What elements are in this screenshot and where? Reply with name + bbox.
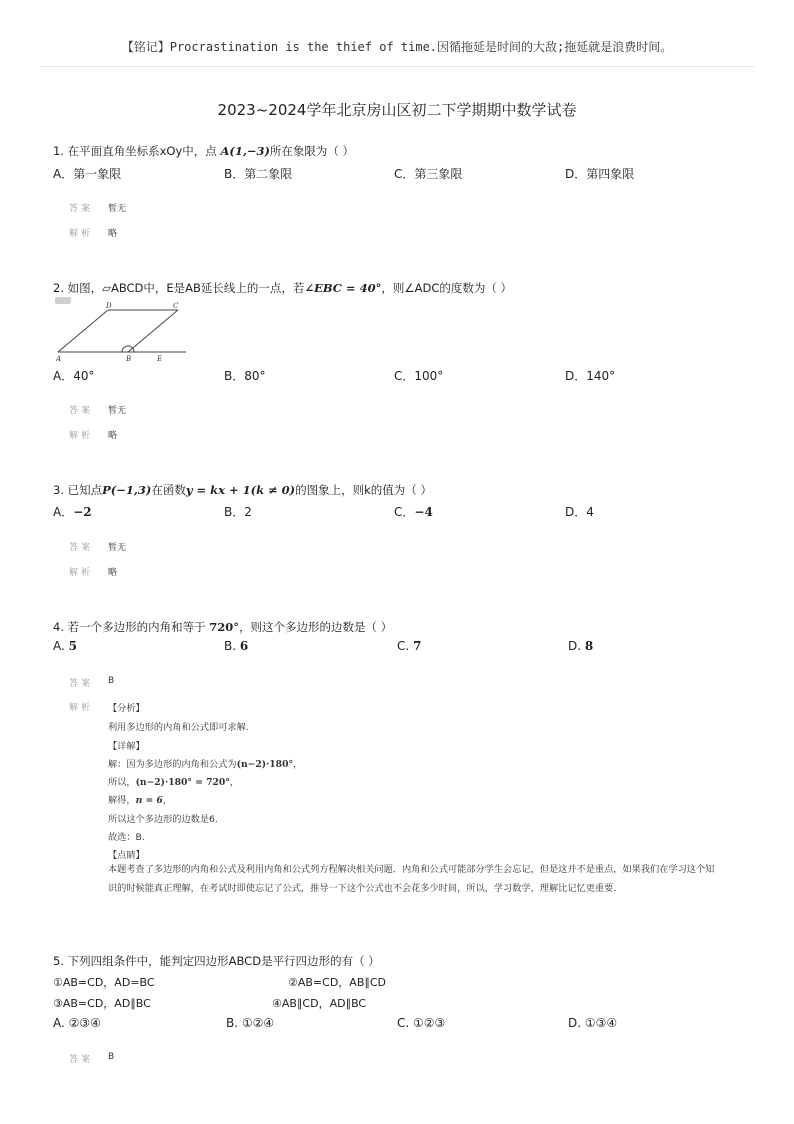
header-divider bbox=[40, 66, 754, 67]
q2-option-a: A．40° bbox=[53, 369, 95, 383]
q4-analysis-line-4: 解得，n = 6， bbox=[108, 795, 172, 806]
question-4-stem: 4. 若一个多边形的内角和等于 720°，则这个多边形的边数是（ ） bbox=[53, 620, 393, 634]
q4-analysis-heading-1: 【分析】 bbox=[108, 703, 145, 714]
q1-option-d: D．第四象限 bbox=[565, 167, 635, 181]
header-motto: 【铭记】Procrastination is the thief of time.因循拖延是时间的大敌;拖延就是浪费时间。 bbox=[121, 40, 673, 54]
q2-analysis: 略 bbox=[108, 431, 118, 441]
question-3-stem: 3. 已知点P(−1,3)在函数y = kx + 1(k ≠ 0)的图象上，则k的值为（ ） bbox=[53, 483, 432, 497]
q5-option-a: A. ②③④ bbox=[53, 1016, 101, 1030]
q4-answer-label: 答案 bbox=[69, 679, 94, 689]
q3-option-a: A．−2 bbox=[53, 505, 92, 519]
q4-analysis-heading-3: 【点睛】 bbox=[108, 850, 145, 861]
q3-option-d: D．4 bbox=[565, 505, 594, 519]
side-ad bbox=[58, 310, 108, 352]
side-cb bbox=[128, 310, 178, 352]
q4-option-c: C. 7 bbox=[397, 639, 422, 653]
q4-option-d: D. 8 bbox=[568, 639, 594, 653]
q3-option-c: C．−4 bbox=[394, 505, 433, 519]
q4-analysis-line-7: 本题考查了多边形的内角和公式及利用内角和公式列方程解决相关问题．内角和公式可能部分学生会忘记，但是这并不是重点，如果我们在学习这个知识的时候能真正理解，在考试时即使忘记了公式，推导一下这个公式也不会花多少时间，所以，学习数学，理解比记忆更重要. bbox=[108, 864, 715, 894]
q2-option-b: B．80° bbox=[224, 369, 266, 383]
q1-answer-label: 答案 bbox=[69, 204, 94, 214]
question-5-stem: 5. 下列四组条件中，能判定四边形ABCD是平行四边形的有（ ） bbox=[53, 954, 380, 968]
q4-analysis-line-1: 利用多边形的内角和公式即可求解. bbox=[108, 722, 249, 733]
q3-answer: 暂无 bbox=[108, 543, 127, 553]
q4-analysis-line-6: 故选：B. bbox=[108, 832, 145, 843]
q3-option-b: B．2 bbox=[224, 505, 252, 519]
page-title: 2023~2024学年北京房山区初二下学期期中数学试卷 bbox=[217, 101, 577, 119]
label-e: E bbox=[157, 355, 163, 363]
q5-condition-4: ④AB∥CD，AD∥BC bbox=[272, 997, 367, 1010]
question-2-stem: 2. 如图，▱ABCD中，E是AB延长线上的一点，若∠EBC = 40°，则∠ADC的度数为（ ） bbox=[53, 281, 513, 295]
q4-analysis-line-3: 所以，(n−2)·180° = 720°， bbox=[108, 777, 240, 788]
q4-option-a: A. 5 bbox=[53, 639, 77, 653]
q2-option-d: D．140° bbox=[565, 369, 616, 383]
question-1-stem: 1. 在平面直角坐标系xOy中，点 A(1,−3)所在象限为（ ） bbox=[53, 144, 355, 158]
q2-option-c: C．100° bbox=[394, 369, 444, 383]
q1-answer: 暂无 bbox=[108, 204, 127, 214]
q5-option-b: B. ①②④ bbox=[226, 1016, 275, 1030]
label-c: C bbox=[173, 302, 179, 310]
label-b: B bbox=[126, 355, 132, 363]
q4-analysis-heading-2: 【详解】 bbox=[108, 741, 145, 752]
q4-analysis-line-5: 所以这个多边形的边数是6. bbox=[108, 814, 218, 825]
label-d: D bbox=[106, 302, 112, 310]
q4-answer: B bbox=[108, 676, 115, 686]
q1-option-b: B．第二象限 bbox=[224, 167, 293, 181]
q1-option-c: C．第三象限 bbox=[394, 167, 463, 181]
q1-analysis-label: 解析 bbox=[69, 229, 94, 239]
q1-option-a: A．第一象限 bbox=[53, 167, 122, 181]
q5-option-d: D. ①③④ bbox=[568, 1016, 618, 1030]
q4-analysis-line-2: 解：因为多边形的内角和公式为(n−2)·180°， bbox=[108, 759, 303, 770]
q5-condition-1: ①AB=CD，AD=BC bbox=[53, 976, 155, 989]
q2-answer: 暂无 bbox=[108, 406, 127, 416]
label-a: A bbox=[56, 355, 62, 363]
q3-analysis-label: 解析 bbox=[69, 568, 94, 578]
q1-analysis: 略 bbox=[108, 229, 118, 239]
q5-condition-3: ③AB=CD，AD∥BC bbox=[53, 997, 151, 1010]
q5-condition-2: ②AB=CD，AB∥CD bbox=[288, 976, 387, 989]
q5-option-c: C. ①②③ bbox=[397, 1016, 446, 1030]
q4-option-b: B. 6 bbox=[224, 639, 249, 653]
parallelogram-figure bbox=[56, 301, 190, 365]
q4-analysis-label: 解析 bbox=[69, 703, 94, 713]
q3-analysis: 略 bbox=[108, 568, 118, 578]
q5-answer: B bbox=[108, 1052, 115, 1062]
q2-analysis-label: 解析 bbox=[69, 431, 94, 441]
q2-answer-label: 答案 bbox=[69, 406, 94, 416]
q5-answer-label: 答案 bbox=[69, 1055, 94, 1065]
q3-answer-label: 答案 bbox=[69, 543, 94, 553]
